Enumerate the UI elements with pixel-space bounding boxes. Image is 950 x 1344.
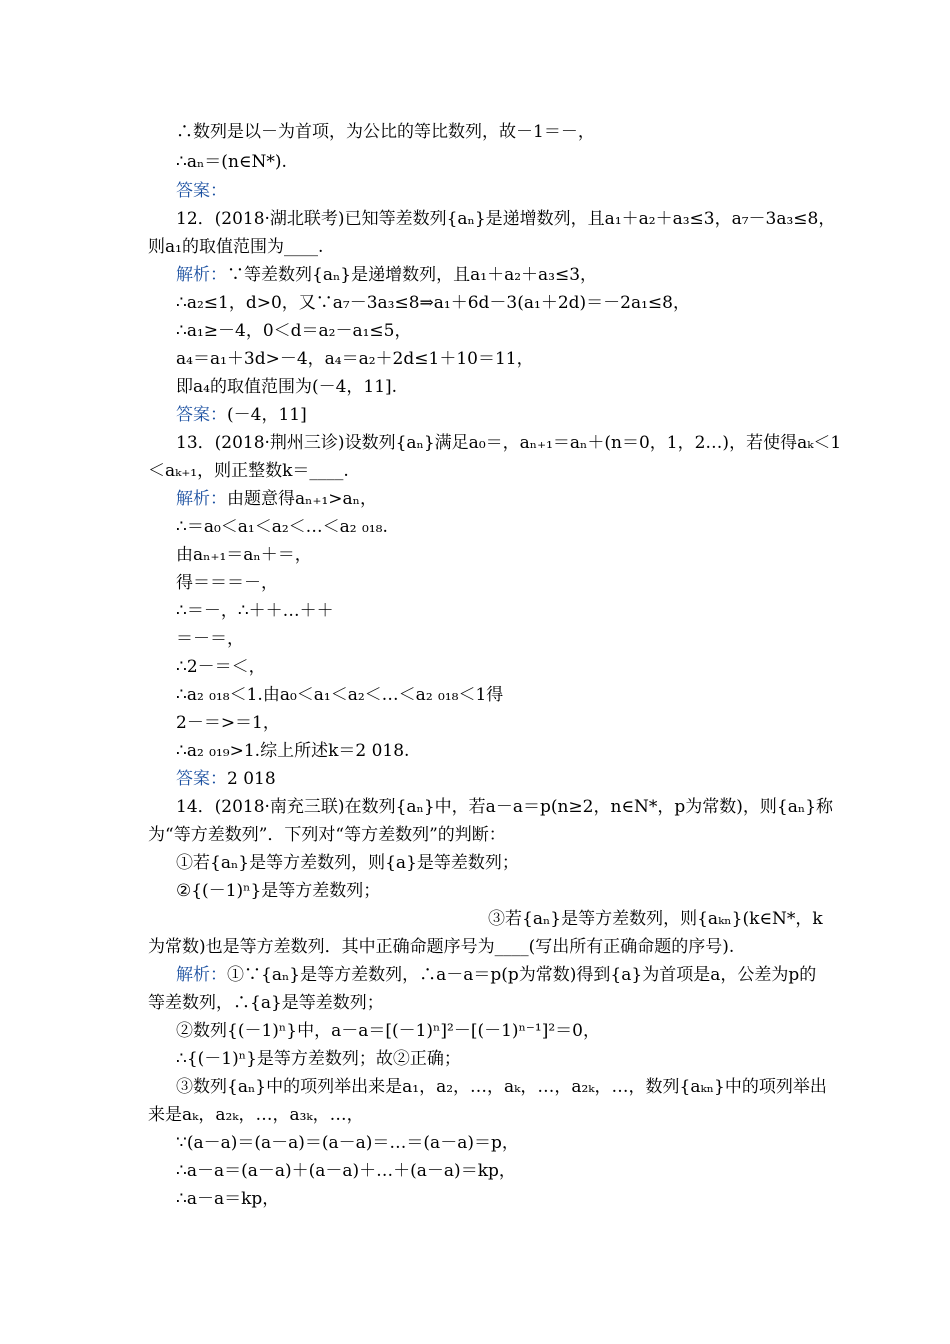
text-line — [176, 1132, 836, 1154]
text-line — [148, 824, 808, 846]
text-line — [176, 852, 836, 874]
line-text: 由题意得aₙ₊₁>aₙ， — [227, 489, 378, 509]
text-line — [176, 572, 836, 594]
line-text: ∴{(－1)ⁿ}是等方差数列；故②正确； — [176, 1049, 461, 1069]
answer-label: 答案： — [176, 769, 227, 789]
line-text: ∴＝a₀＜a₁＜a₂＜…＜a₂ ₀₁₈. — [176, 517, 388, 537]
line-text: 2 018 — [227, 769, 276, 789]
line-text: 13．(2018·荆州三诊)设数列{aₙ}满足a₀＝，aₙ₊₁＝aₙ＋(n＝0，1，2…)，若使得aₖ＜1 — [176, 433, 842, 453]
text-line — [176, 488, 836, 510]
text-line — [176, 516, 836, 538]
line-text: ∴a₂ ₀₁₉>1.综上所述k＝2 018. — [176, 741, 410, 761]
line-text: 为“等方差数列”．下列对“等方差数列”的判断： — [148, 825, 506, 845]
line-text: 14．(2018·南充三联)在数列{aₙ}中，若a－a＝p(n≥2，n∈N*，p为常数)，则{aₙ}称 — [176, 797, 834, 817]
text-line — [176, 712, 836, 734]
text-line — [176, 1076, 836, 1098]
line-text: ∵等差数列{aₙ}是递增数列，且a₁＋a₂＋a₃≤3， — [227, 265, 598, 285]
line-text: 12．(2018·湖北联考)已知等差数列{aₙ}是递增数列，且a₁＋a₂＋a₃≤3，a₇－3a₃≤8， — [176, 209, 836, 229]
line-text: ∴a－a＝(a－a)＋(a－a)＋…＋(a－a)＝kp， — [176, 1161, 516, 1181]
line-text: 为常数)也是等方差数列．其中正确命题序号为____(写出所有正确命题的序号). — [148, 937, 735, 957]
text-line — [176, 768, 836, 790]
text-line — [176, 880, 836, 902]
line-text: 得＝＝＝－， — [176, 573, 278, 593]
text-line — [176, 376, 836, 398]
text-line — [148, 1104, 808, 1126]
line-text: ∴a₂ ₀₁₈＜1.由a₀＜a₁＜a₂＜…＜a₂ ₀₁₈＜1得 — [176, 685, 504, 705]
line-text: ＝－＝， — [176, 629, 244, 649]
answer-label: 解析： — [176, 489, 227, 509]
line-text: ∴数列是以－为首项，为公比的等比数列，故－1＝－， — [176, 122, 595, 142]
line-text: ∴aₙ＝(n∈N*). — [176, 152, 287, 172]
text-line — [176, 740, 836, 762]
text-line — [488, 908, 950, 930]
line-text: ∴2－＝＜， — [176, 657, 266, 677]
text-line — [148, 992, 808, 1014]
line-text: ③数列{aₙ}中的项列举出来是a₁，a₂，…，aₖ，…，a₂ₖ，…，数列{aₖₙ}中的项列举出 — [176, 1077, 827, 1097]
line-text: ∴a－a＝kp， — [176, 1189, 280, 1209]
line-text: 2－＝>＝1， — [176, 713, 280, 733]
line-text: 则a₁的取值范围为____. — [148, 237, 324, 257]
line-text: 由aₙ₊₁＝aₙ＋＝， — [176, 545, 312, 565]
answer-label: 解析： — [176, 265, 227, 285]
text-line — [176, 964, 836, 986]
text-line — [176, 320, 836, 342]
text-line — [148, 460, 808, 482]
text-line — [176, 796, 836, 818]
line-text: ∴＝－，∴＋＋…＋＋ — [176, 601, 334, 621]
text-line — [176, 684, 836, 706]
line-text: ∴a₂≤1，d>0，又∵a₇－3a₃≤8⇒a₁＋6d－3(a₁＋2d)＝－2a₁≤8， — [176, 293, 690, 313]
line-text: 来是aₖ，a₂ₖ，…，a₃ₖ，…， — [148, 1105, 364, 1125]
line-text: a₄＝a₁＋3d>－4，a₄＝a₂＋2d≤1＋10＝11， — [176, 349, 534, 369]
line-text: ②数列{(－1)ⁿ}中，a－a＝[(－1)ⁿ]²－[(－1)ⁿ⁻¹]²＝0， — [176, 1021, 600, 1041]
line-text: ∴a₁≥－4，0＜d＝a₂－a₁≤5， — [176, 321, 412, 341]
answer-label: 解析： — [176, 965, 227, 985]
text-line — [176, 544, 836, 566]
answer-label: 答案： — [176, 181, 227, 201]
text-line — [148, 936, 808, 958]
text-line — [176, 1048, 836, 1070]
line-text: ②{(－1)ⁿ}是等方差数列； — [176, 881, 381, 901]
text-line — [176, 348, 836, 370]
text-line — [176, 1020, 836, 1042]
text-line — [176, 628, 836, 650]
text-line — [148, 236, 808, 258]
line-text: ①∵{aₙ}是等方差数列，∴a－a＝p(p为常数)得到{a}为首项是a，公差为p的 — [227, 965, 817, 985]
line-text: 即a₄的取值范围为(－4，11]. — [176, 377, 398, 397]
line-text: ③若{aₙ}是等方差数列，则{aₖₙ}(k∈N*，k — [488, 909, 823, 929]
text-line — [176, 264, 836, 286]
line-text: (－4，11] — [227, 405, 307, 425]
text-line — [176, 151, 836, 173]
text-line — [176, 121, 836, 143]
text-line — [176, 656, 836, 678]
text-line — [176, 404, 836, 426]
line-text: ＜aₖ₊₁，则正整数k＝____. — [148, 461, 349, 481]
text-line — [176, 600, 836, 622]
answer-label: 答案： — [176, 405, 227, 425]
text-line — [176, 1188, 836, 1210]
text-line — [176, 432, 842, 454]
text-line — [176, 1160, 836, 1182]
line-text: ∵(a－a)＝(a－a)＝(a－a)＝…＝(a－a)＝p， — [176, 1133, 519, 1153]
text-line — [176, 208, 836, 230]
line-text: ①若{aₙ}是等方差数列，则{a}是等差数列； — [176, 853, 519, 873]
text-line — [176, 292, 836, 314]
line-text: 等差数列，∴{a}是等差数列； — [148, 993, 384, 1013]
text-line — [176, 180, 836, 202]
